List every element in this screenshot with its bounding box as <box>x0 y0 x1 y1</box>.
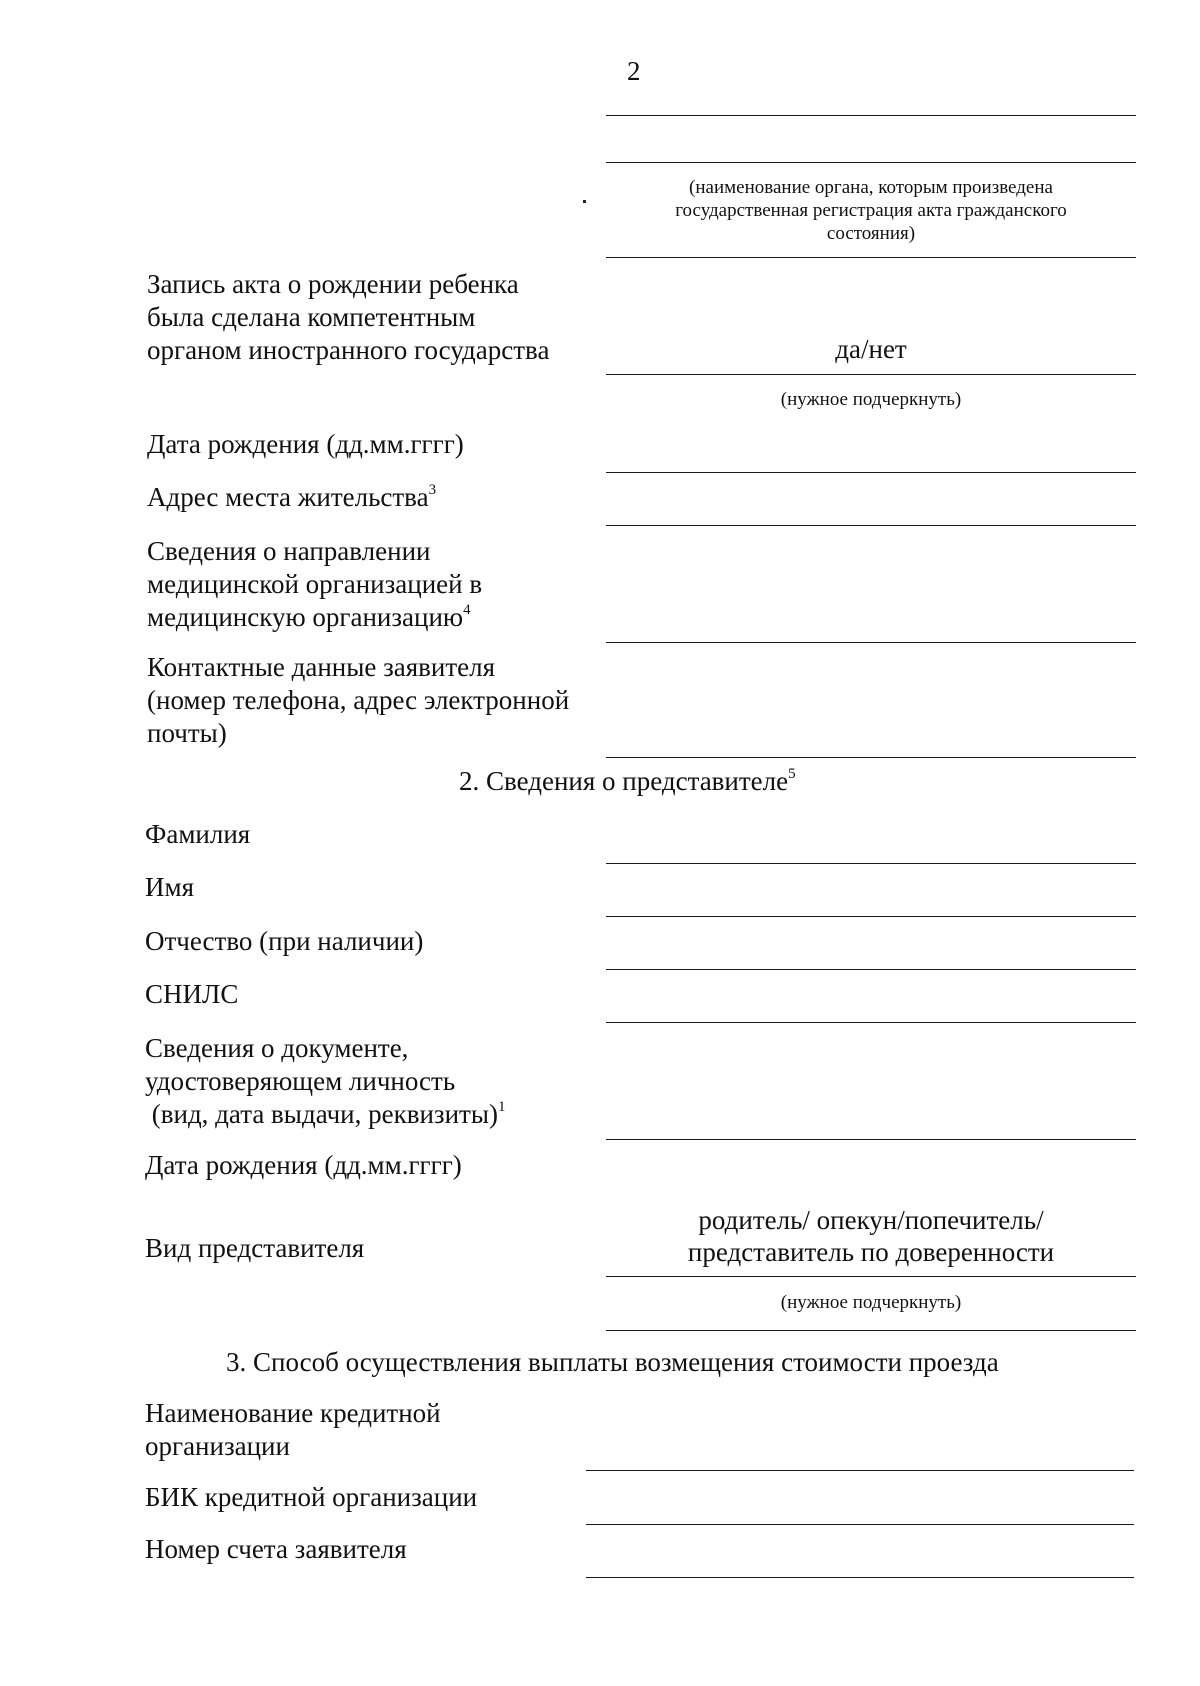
address-label: Адрес места жительства$^3$ <box>147 482 437 512</box>
surname-label: Фамилия <box>145 819 251 849</box>
rep-type-value[interactable]: родитель/ опекун/попечитель/ представитель по доверенности <box>687 1205 1055 1267</box>
contacts-field[interactable] <box>606 757 1136 758</box>
referral-field[interactable] <box>606 642 1136 643</box>
rep-type-label: Вид представителя <box>145 1233 365 1263</box>
bic-label: БИК кредитной организации <box>145 1482 478 1512</box>
foreign-record-hint: (нужное подчеркнуть) <box>780 389 962 410</box>
bic-field[interactable] <box>586 1524 1134 1525</box>
foreign-record-label: Запись акта о рождении ребенка была сделана компетентным органом иностранного государства <box>147 269 550 365</box>
id-document-label: Сведения о документе, удостоверяющем личность (вид, дата выдачи, реквизиты)$^1$ <box>145 1033 506 1129</box>
authority-caption: (наименование органа, которым произведена государственная регистрация акта гражданского состояния) <box>675 177 1067 244</box>
section2-title: 2. Сведения о представителе$^5$ <box>459 766 796 796</box>
foreign-record-value[interactable]: да/нет <box>835 334 907 364</box>
snils-field[interactable] <box>606 1022 1136 1023</box>
bank-name-label: Наименование кредитной организации <box>145 1398 441 1461</box>
footnote-mark: 5 <box>788 766 796 782</box>
stray-dot <box>583 200 586 203</box>
page-number: 2 <box>627 56 641 86</box>
id-document-field[interactable] <box>606 1139 1136 1140</box>
authority-caption-underline <box>606 257 1136 258</box>
account-label: Номер счета заявителя <box>145 1534 407 1564</box>
footnote-mark: 3 <box>428 482 437 498</box>
bank-name-field[interactable] <box>586 1470 1134 1471</box>
foreign-record-line <box>606 374 1136 375</box>
name-label: Имя <box>145 872 195 902</box>
patronymic-label: Отчество (при наличии) <box>145 926 424 956</box>
contacts-label: Контактные данные заявителя (номер телефона, адрес электронной почты) <box>147 652 570 748</box>
birth-date-label: Дата рождения (дд.мм.гггг) <box>147 429 464 459</box>
rep-type-hint: (нужное подчеркнуть) <box>780 1292 962 1313</box>
referral-label: Сведения о направлении медицинской организацией в медицинскую организацию$^4$ <box>147 536 483 632</box>
birth-date-field[interactable] <box>606 472 1136 473</box>
authority-line-1[interactable] <box>606 115 1136 116</box>
name-field[interactable] <box>606 916 1136 917</box>
section3-title: 3. Способ осуществления выплаты возмещения стоимости проезда <box>226 1347 999 1377</box>
footnote-mark: 4 <box>463 602 471 618</box>
account-field[interactable] <box>586 1577 1134 1578</box>
authority-line-2[interactable] <box>606 162 1136 163</box>
address-field[interactable] <box>606 525 1136 526</box>
snils-label: СНИЛС <box>145 979 239 1009</box>
patronymic-field[interactable] <box>606 969 1136 970</box>
rep-birth-date-label: Дата рождения (дд.мм.гггг) <box>145 1150 462 1180</box>
surname-field[interactable] <box>606 863 1136 864</box>
rep-type-line <box>606 1276 1136 1277</box>
footnote-mark: 1 <box>497 1099 506 1115</box>
rep-type-hint-underline <box>606 1330 1136 1331</box>
